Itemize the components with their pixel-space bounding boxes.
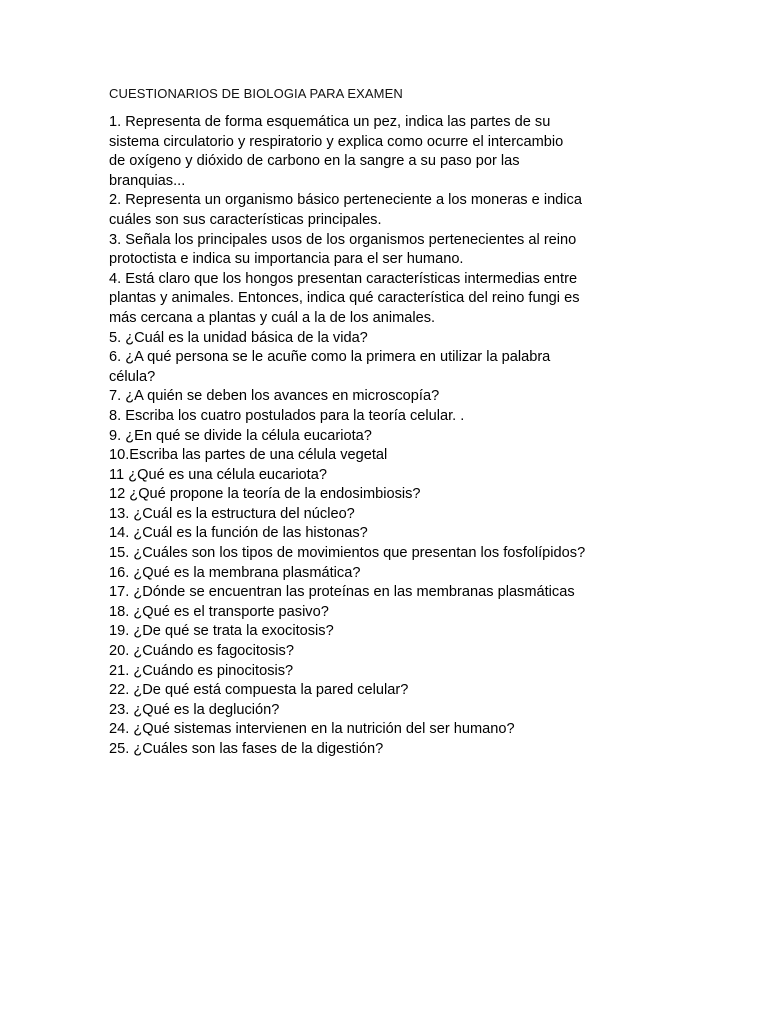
question-item: [109, 505, 629, 525]
question-text-line: branquias...: [109, 172, 186, 189]
question-text-line: 21. ¿Cuándo es pinocitosis?: [109, 662, 294, 679]
question-item: [109, 191, 629, 230]
question-text-line: 13. ¿Cuál es la estructura del núcleo?: [109, 505, 355, 522]
question-item: [109, 681, 629, 701]
question-text-line: 2. Representa un organismo básico perteneciente a los moneras e indica: [109, 192, 582, 209]
question-text-line: 22. ¿De qué está compuesta la pared celular?: [109, 682, 409, 699]
question-text-line: 4. Está claro que los hongos presentan características intermedias entre: [109, 270, 578, 287]
question-item: [109, 270, 629, 329]
question-item: [109, 466, 629, 486]
question-text-line: sistema circulatorio y respiratorio y explica como ocurre el intercambio: [109, 133, 564, 150]
question-text-line: 7. ¿A quién se deben los avances en microscopía?: [109, 388, 440, 405]
question-item: [109, 348, 629, 387]
question-item: [109, 642, 629, 662]
question-item: [109, 622, 629, 642]
question-text-line: plantas y animales. Entonces, indica qué característica del reino fungi es: [109, 290, 580, 307]
question-item: [109, 740, 629, 760]
question-item: [109, 427, 629, 447]
question-text-line: 3. Señala los principales usos de los organismos pertenecientes al reino: [109, 231, 577, 248]
question-text-line: 18. ¿Qué es el transporte pasivo?: [109, 603, 329, 620]
question-item: [109, 329, 629, 349]
question-text-line: 17. ¿Dónde se encuentran las proteínas en las membranas plasmáticas: [109, 584, 575, 601]
question-text-line: 11 ¿Qué es una célula eucariota?: [109, 466, 327, 483]
question-text-line: 8. Escriba los cuatro postulados para la teoría celular. .: [109, 407, 465, 424]
question-text-line: 16. ¿Qué es la membrana plasmática?: [109, 564, 361, 581]
question-text-line: célula?: [109, 368, 156, 385]
question-text-line: 24. ¿Qué sistemas intervienen en la nutrición del ser humano?: [109, 721, 515, 738]
question-text-line: 10.Escriba las partes de una célula vegetal: [109, 447, 388, 464]
question-item: [109, 446, 629, 466]
question-item: [109, 701, 629, 721]
question-text-line: más cercana a plantas y cuál a la de los animales.: [109, 309, 436, 326]
question-item: [109, 485, 629, 505]
question-text-line: 19. ¿De qué se trata la exocitosis?: [109, 623, 334, 640]
question-item: [109, 387, 629, 407]
question-item: [109, 583, 629, 603]
question-text-line: 12 ¿Qué propone la teoría de la endosimbiosis?: [109, 486, 421, 503]
question-item: [109, 603, 629, 623]
question-item: [109, 113, 629, 191]
document-title: CUESTIONARIOS DE BIOLOGIA PARA EXAMEN: [109, 86, 403, 101]
question-item: [109, 564, 629, 584]
question-item: [109, 544, 629, 564]
question-item: [109, 662, 629, 682]
question-item: [109, 407, 629, 427]
question-item: [109, 231, 629, 270]
question-text-line: cuáles son sus características principales.: [109, 211, 382, 228]
question-text-line: 20. ¿Cuándo es fagocitosis?: [109, 643, 294, 660]
question-text-line: 6. ¿A qué persona se le acuñe como la primera en utilizar la palabra: [109, 349, 551, 366]
question-text-line: 1. Representa de forma esquemática un pez, indica las partes de su: [109, 114, 551, 130]
question-text-line: 23. ¿Qué es la deglución?: [109, 701, 280, 718]
question-text-line: 14. ¿Cuál es la función de las histonas?: [109, 525, 368, 542]
question-text-line: protoctista e indica su importancia para el ser humano.: [109, 251, 464, 268]
question-list: [109, 113, 629, 760]
question-text-line: 15. ¿Cuáles son los tipos de movimientos que presentan los fosfolípidos?: [109, 545, 586, 562]
question-text-line: de oxígeno y dióxido de carbono en la sangre a su paso por las: [109, 153, 520, 170]
question-text-line: 5. ¿Cuál es la unidad básica de la vida?: [109, 329, 368, 346]
question-text-line: 25. ¿Cuáles son las fases de la digestión?: [109, 741, 384, 757]
question-item: [109, 524, 629, 544]
question-item: [109, 720, 629, 740]
question-text-line: 9. ¿En qué se divide la célula eucariota?: [109, 427, 372, 444]
